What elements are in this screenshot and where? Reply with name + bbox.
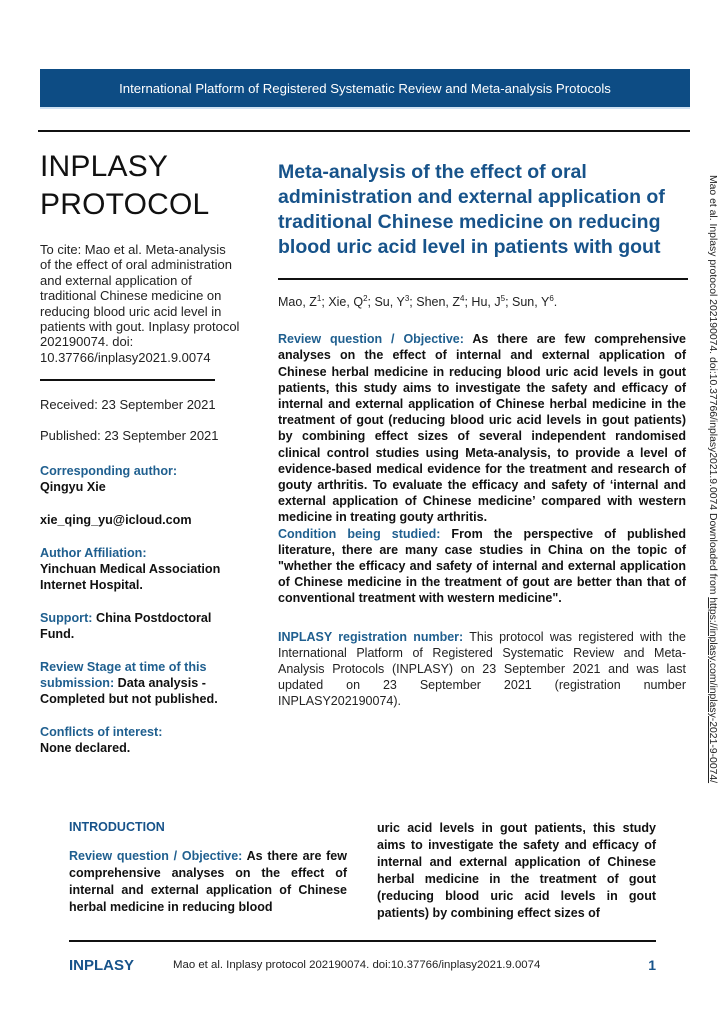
registration-text: This protocol was registered with the International Platform of Registered Systematic Review and Meta-Analysis Protocols (INPLASY) on 23 September 2021 and was last updated on 23 September 2021 (registration number INPLASY202190074). [278,629,686,708]
corresponding-author [40,463,240,495]
side-download-note [707,175,718,783]
author: Sun, Y [512,295,550,310]
main-column [278,160,686,709]
intro-objective-label: Review question / Objective: [69,849,243,863]
author-list: Mao, $Z^1$; Xie, $Q^2$; Su, $Y^3$; Shen, $Z^4$; Hu, $J^5$; Sun, $Y^6$. [278,294,558,310]
abstract [278,331,686,606]
intro-right-text: uric acid levels in gout patients, this study aims to investigate the safety and efficacy of internal and external application of Chinese herbal medicine in the treatment of gout (reducing blood uric acid levels in gout patients) by combining effect sizes of [377,821,656,920]
condition-paragraph [278,526,686,607]
footer-rule [69,940,656,942]
article-meta [40,463,240,756]
author: Mao, Z [278,295,317,310]
corresponding-label: Corresponding author: [40,464,178,479]
download-link[interactable]: https://inplasy.com/inplasy-2021-9-0074/ [707,597,718,784]
published-date: Published: 23 September 2021 [40,428,219,444]
objective-paragraph [278,331,686,525]
registration-label: INPLASY registration number: [278,629,464,644]
intro-left-text: As there are few comprehensive analyses on the effect of internal and external application of Chinese herbal medicine in reducing blood [69,849,347,914]
author-sup: 2 [363,294,368,303]
support [40,610,240,642]
heading-line-2: PROTOCOL [40,188,210,221]
affiliation-value: Yinchuan Medical Association Internet Hospital. [40,562,221,593]
author-sup: 3 [404,294,410,303]
conflicts-value: None declared. [40,741,131,756]
left-rule [40,379,215,381]
article-title: Meta-analysis of the effect of oral administration and external application of traditional Chinese medicine on reducing blood uric acid level in patients with gout [278,161,665,258]
author: Hu, J [471,295,501,310]
author-affiliation [40,545,240,593]
dates [40,397,240,443]
author-sup: 4 [460,294,465,303]
author-sup: 6 [549,294,554,303]
side-text: Mao et al. Inplasy protocol 202190074. doi:10.37766/inplasy2021.9.0074 Downloaded from [707,175,718,598]
page-number: 1 [648,957,656,973]
support-label: Support: [40,611,93,626]
review-stage [40,659,240,707]
introduction-heading: INTRODUCTION [69,820,165,834]
condition-text: From the perspective of published literature, there are many case studies in China on the topic of "whether the efficacy and safety of internal and external application of Chinese medicine in the treatment of gout are better than that of conventional treatment with western medicine". [278,526,686,606]
heading-line-1: INPLASY [40,150,169,183]
intro-paragraph [69,848,347,916]
footer-citation: Mao et al. Inplasy protocol 202190074. doi:10.37766/inplasy2021.9.0074 [173,959,541,971]
author-sup: 5 [500,294,506,303]
conflicts-label: Conflicts of interest: [40,725,163,740]
author: Su, Y [374,295,405,310]
protocol-heading [40,148,240,224]
journal-banner [40,69,690,109]
title-rule [278,278,688,280]
citation: To cite: Mao et al. Meta-analysis of the effect of oral administration and external application of traditional Chinese medicine on reducing blood uric acid level in patients with gout. Inplasy protocol 202190074. doi: 10.37766/inplasy2021.9.0074 [40,242,240,365]
stage-label: Review Stage at time of this submission: [40,660,207,691]
support-value: China Postdoctoral Fund. [40,611,212,642]
registration-paragraph [278,629,686,709]
affiliation-label: Author Affiliation: [40,546,147,561]
intro-right-column [377,820,656,922]
page-footer [69,954,656,976]
author: Xie, Q [328,295,364,310]
intro-left-column [69,820,347,916]
condition-label: Condition being studied: [278,526,441,541]
objective-text: As there are few comprehensive analyses on the effect of internal and external application of Chinese herbal medicine in reducing blood uric acid levels in gout patients, this study aims to investigate the safety and efficacy of internal and external application of Chinese herbal medicine in the treatment of gout (reducing blood uric acid levels in gout patients) by combining effect sizes of several independent randomised clinical control studies using Meta-analysis, to provide a level of evidence-based medical evidence for the treatment and research of gouty arthritis. To evaluate the efficacy and safety of ‘internal and external application of Chinese medicine’ compared with western medicine in treating gouty arthritis. [278,332,686,525]
conflicts [40,724,240,756]
top-rule [38,130,690,132]
footer-brand: INPLASY [69,956,135,974]
corresponding-name: Qingyu Xie [40,480,106,495]
left-column [40,148,240,773]
stage-value: Data analysis - Completed but not published. [40,676,218,707]
received-date: Received: 23 September 2021 [40,397,216,413]
author-email[interactable]: xie_qing_yu@icloud.com [40,513,192,528]
objective-label: Review question / Objective: [278,332,464,347]
author-sup: 1 [316,294,322,303]
banner-text: International Platform of Registered Systematic Review and Meta-analysis Protocols [119,80,611,96]
author: Shen, Z [416,295,461,310]
